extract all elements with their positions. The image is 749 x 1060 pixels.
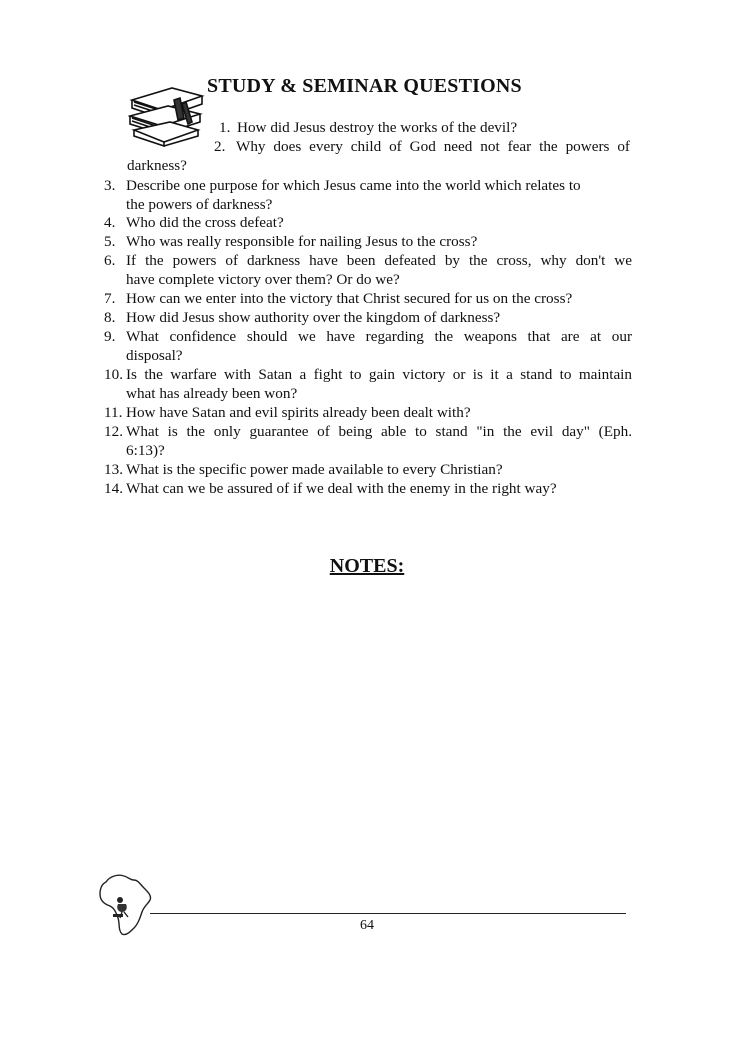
- question-item: 4. Who did the cross defeat?: [104, 214, 284, 231]
- notes-heading: NOTES:: [329, 555, 405, 577]
- question-item: 6. If the powers of darkness have been defeated by the cross, why don't we have complete victory over them? Or do we?: [104, 252, 632, 288]
- page-title: STUDY & SEMINAR QUESTIONS: [207, 75, 522, 97]
- question-item: 7. How can we enter into the victory that Christ secured for us on the cross?: [104, 290, 573, 307]
- question-item: 14. What can we be assured of if we deal with the enemy in the right way?: [104, 480, 557, 497]
- question-item: 5. Who was really responsible for nailing Jesus to the cross?: [104, 233, 478, 250]
- question-item: 1. How did Jesus destroy the works of the devil?: [219, 119, 518, 136]
- footer-rule: [150, 913, 626, 914]
- question-item: 12. What is the only guarantee of being able to stand "in the evil day" (Eph. 6:13)?: [104, 423, 632, 459]
- question-item: 10. Is the warfare with Satan a fight to gain victory or is it a stand to maintain what has already been won?: [104, 366, 632, 402]
- question-item: 2. Why does every child of God need not fear the powers of: [214, 138, 630, 155]
- question-item: 11. How have Satan and evil spirits already been dealt with?: [104, 404, 471, 421]
- page-number: 64: [360, 918, 374, 933]
- question-item: 8. How did Jesus show authority over the kingdom of darkness?: [104, 309, 501, 326]
- books-icon: [128, 80, 206, 148]
- question-item: 13. What is the specific power made available to every Christian?: [104, 461, 503, 478]
- question-continuation: darkness?: [127, 157, 187, 174]
- question-item: 3. Describe one purpose for which Jesus came into the world which relates to the powers of darkness?: [104, 177, 581, 213]
- question-item: 9. What confidence should we have regarding the weapons that are at our disposal?: [104, 328, 632, 364]
